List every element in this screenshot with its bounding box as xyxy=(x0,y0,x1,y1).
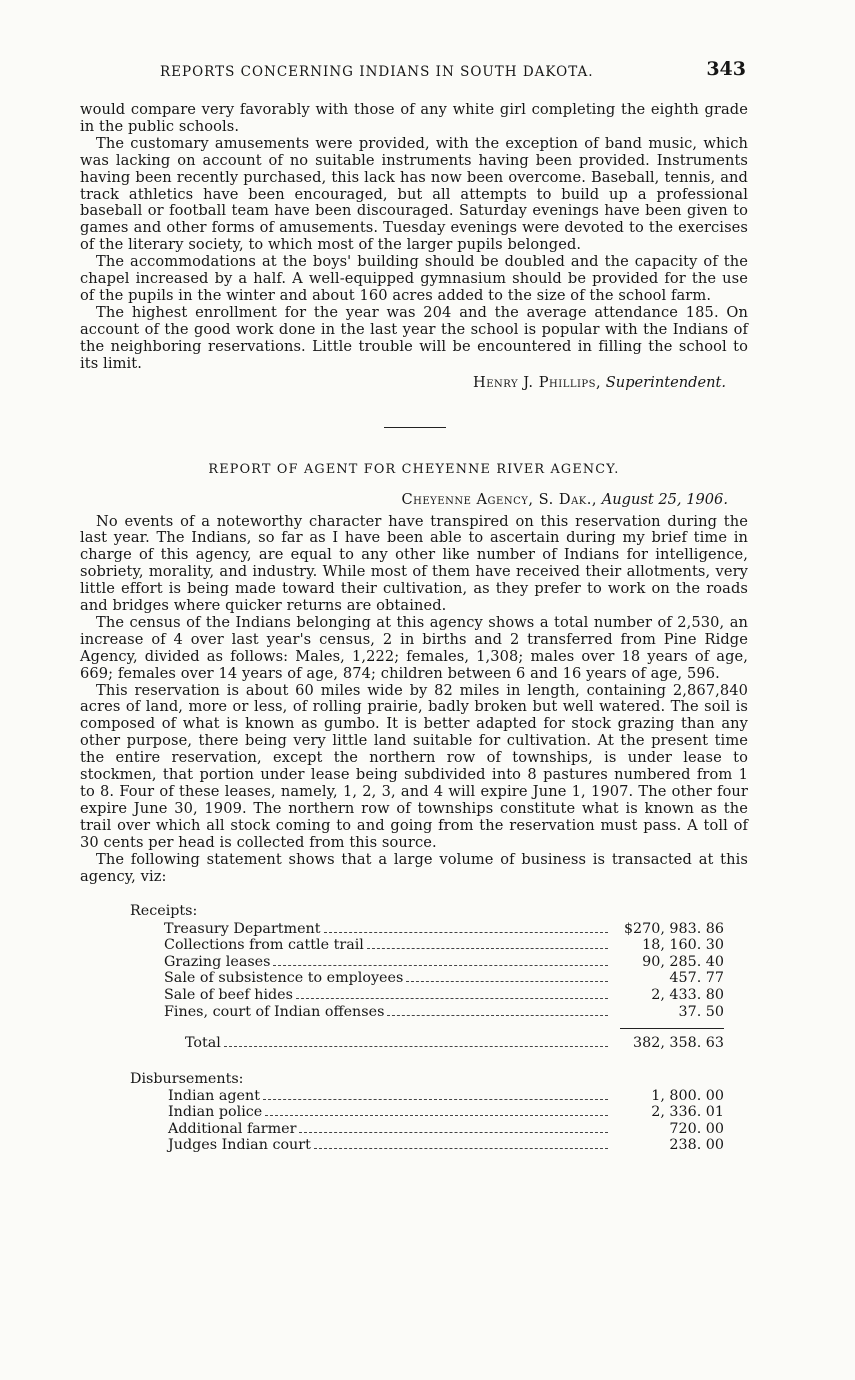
table-row xyxy=(80,1120,748,1137)
table-row xyxy=(80,937,748,954)
row-value: 37. 50 xyxy=(678,1003,724,1020)
row-label: Judges Indian court xyxy=(168,1137,311,1154)
dateline xyxy=(80,491,728,508)
paragraph: This reservation is about 60 miles wide by 82 miles in length, containing 2,867,840 acres of land, more or less, of rolling prairie, badly broken but well watered. The soil is composed of what is known as gumbo. It is better adapted for stock grazing than any other purpose, there being very little land suitable for cultivation. At the present time the entire reservation, except the northern row of townships, is under lease to stockmen, that portion under lease being subdivided into 8 pastures numbered from 1 to 8. Four of these leases, namely, 1, 2, 3, and 4 will expire June 1, 1907. The other four expire June 30, 1909. The northern row of townships constitute what is known as the trail over which all stock coming to and going from the reservation must pass. A toll of 30 cents per head is collected from this source. xyxy=(80,681,748,851)
section-divider xyxy=(384,427,446,428)
leader-dots xyxy=(273,965,608,966)
leader-dots xyxy=(296,998,608,999)
table-row xyxy=(80,986,748,1003)
row-label: Sale of beef hides xyxy=(164,986,293,1003)
row-value: 18, 160. 30 xyxy=(642,937,724,954)
table-row xyxy=(80,953,748,970)
total-row xyxy=(80,1029,748,1051)
paragraph: The following statement shows that a large volume of business is transacted at this agency, viz: xyxy=(80,850,748,885)
row-value: 2, 433. 80 xyxy=(651,986,724,1003)
paragraph: The customary amusements were provided, with the exception of band music, which was lacking on account of no suitable instruments having been provided. Instruments having been recently purchased, this lack has now been overcome. Baseball, tennis, and track athletics have been encouraged, but all attempts to build up a professional baseball or football team have been discouraged. Saturday evenings have been given to games and other forms of amusements. Tuesday evenings were devoted to the exercises of the literary society, to which most of the larger pupils belonged. xyxy=(80,134,748,254)
leader-dots xyxy=(299,1132,608,1133)
signature xyxy=(80,373,726,393)
row-value: 720. 00 xyxy=(669,1120,724,1137)
row-value: 238. 00 xyxy=(669,1137,724,1154)
row-value: $270, 983. 86 xyxy=(623,920,724,937)
leader-dots xyxy=(367,948,608,949)
row-label: Sale of subsistence to employees xyxy=(164,970,404,987)
table-row xyxy=(80,920,748,937)
school-report-continuation xyxy=(80,102,748,393)
row-label: Indian police xyxy=(168,1104,263,1121)
row-value: 90, 285. 40 xyxy=(642,953,724,970)
row-value: 457. 77 xyxy=(669,970,724,987)
leader-dots xyxy=(265,1115,608,1116)
total-value: 382, 358. 63 xyxy=(633,1034,724,1051)
signature-title: Superintendent. xyxy=(605,373,726,391)
table-row xyxy=(80,1137,748,1154)
page-number: 343 xyxy=(706,58,746,80)
row-label: Grazing leases xyxy=(164,953,271,970)
document-page xyxy=(80,58,748,1153)
disbursements-label: Disbursements: xyxy=(130,1070,244,1087)
leader-dots xyxy=(224,1046,608,1047)
running-title: REPORTS CONCERNING INDIANS IN SOUTH DAKOTA. xyxy=(160,64,594,80)
agency-report-body xyxy=(80,514,748,886)
paragraph: No events of a noteworthy character have transpired on this reservation during the last year. The Indians, so far as I have been able to ascertain during my brief time in charge of this agency, are equal to any other like number of Indians for intelligence, sobriety, morality, and industry. While most of them have received their allotments, very little effort is being made toward their cultivation, as they prefer to work on the roads and bridges where quicker returns are obtained. xyxy=(80,512,748,615)
row-label: Collections from cattle trail xyxy=(164,937,364,954)
row-label: Additional farmer xyxy=(168,1120,297,1137)
row-label: Treasury Department xyxy=(164,920,321,937)
row-value: 2, 336. 01 xyxy=(651,1104,724,1121)
total-label: Total xyxy=(185,1034,221,1051)
leader-dots xyxy=(324,932,608,933)
row-value: 1, 800. 00 xyxy=(651,1087,724,1104)
row-label: Indian agent xyxy=(168,1087,260,1104)
table-row xyxy=(80,1003,748,1020)
paragraph: The census of the Indians belonging at this agency shows a total number of 2,530, an increase of 4 over last year's census, 2 in births and 2 transferred from Pine Ridge Agency, divided as follows: Males, 1,222; females, 1,308; males over 18 years of age, 669; females over 14 years of age, 874; children between 6 and 16 years of age, 596. xyxy=(80,613,748,682)
row-label: Fines, court of Indian offenses xyxy=(164,1003,385,1020)
dateline-place: Cheyenne Agency, S. Dak., xyxy=(401,490,598,508)
paragraph: The highest enrollment for the year was 204 and the average attendance 185. On account of the good work done in the last year the school is popular with the Indians of the neighboring reservations. Little trouble will be encountered in filling the school to its limit. xyxy=(80,303,748,372)
table-row xyxy=(80,1087,748,1104)
leader-dots xyxy=(387,1015,608,1016)
table-row xyxy=(80,1104,748,1121)
paragraph: would compare very favorably with those of any white girl completing the eighth grade in the public schools. xyxy=(80,101,748,135)
table-row xyxy=(80,970,748,987)
leader-dots xyxy=(406,981,608,982)
running-head xyxy=(80,58,748,82)
leader-dots xyxy=(263,1099,608,1100)
receipts-label: Receipts: xyxy=(130,903,198,920)
section-title: REPORT OF AGENT FOR CHEYENNE RIVER AGENCY. xyxy=(208,461,620,477)
dateline-date: August 25, 1906. xyxy=(601,490,728,508)
signature-name: Henry J. Phillips, xyxy=(472,373,602,391)
leader-dots xyxy=(314,1148,608,1149)
financial-statement xyxy=(80,903,748,1153)
paragraph: The accommodations at the boys' building should be doubled and the capacity of the chapel increased by a half. A well-equipped gymnasium should be provided for the use of the pupils in the winter and about 160 acres added to the size of the school farm. xyxy=(80,253,748,304)
